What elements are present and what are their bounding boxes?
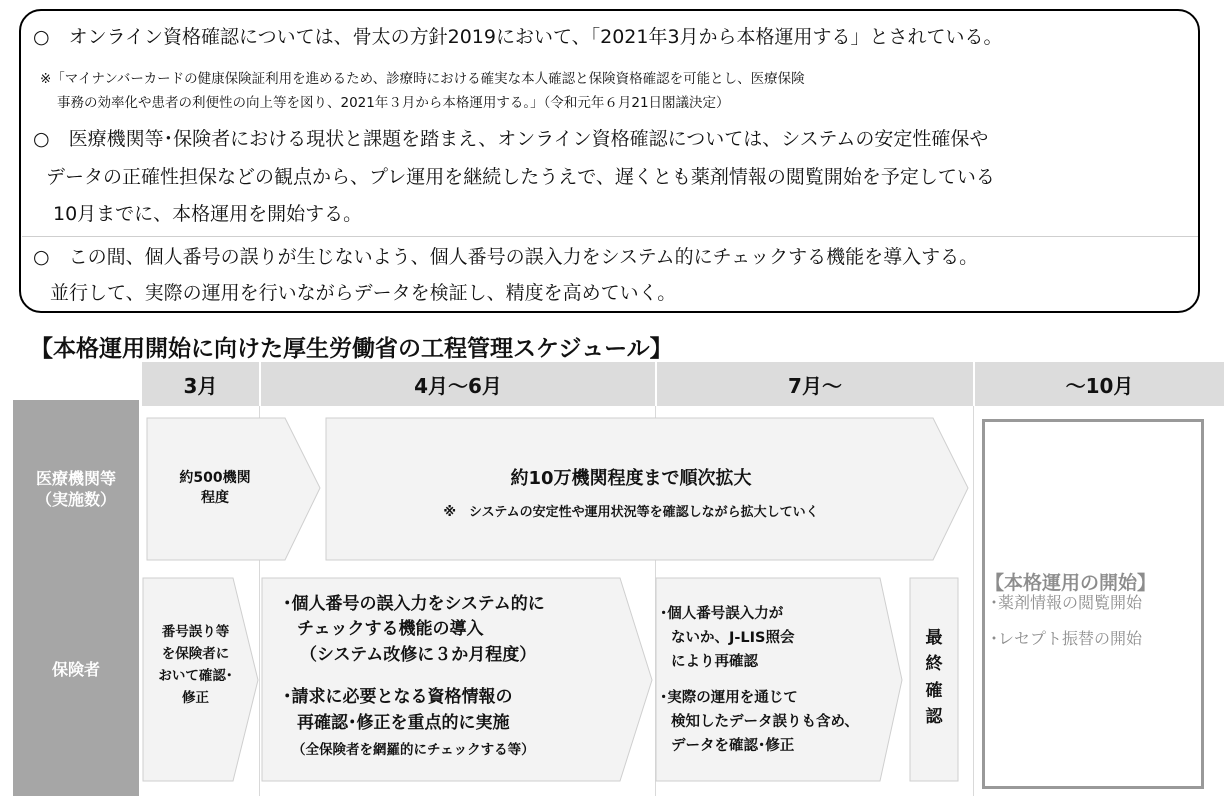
insurer-apr-bullet-2a: ･請求に必要となる資格情報の (283, 687, 513, 707)
insurer-apr-bullet-1a: ･個人番号の誤入力をシステム的に (283, 594, 545, 614)
october-item-1: ･薬剤情報の閲覧開始 (990, 593, 1143, 612)
medical-march-line: 約500機関 (179, 470, 251, 486)
row-label-medical-line: 医療機関等 (35, 469, 116, 489)
summary-point-2-line-3: 10月までに、本格運用を開始する。 (53, 203, 363, 225)
insurer-apr-bullet-1b: チェックする機能の導入 (297, 619, 484, 639)
insurer-jul-bullet-2c: データを確認･修正 (671, 738, 795, 754)
october-item-2: ･レセプト振替の開始 (990, 629, 1143, 648)
medical-march-line: 程度 (201, 490, 229, 507)
insurer-march-cell (143, 622, 248, 709)
insurer-jul-bullet-1c: により再確認 (671, 654, 758, 670)
summary-point-2-line-1: ○ 医療機関等･保険者における現状と課題を踏まえ、オンライン資格確認については、システムの安定性確保や (33, 128, 989, 150)
medical-main-note: ※ システムの安定性や運用状況等を確認しながら拡大していく (443, 505, 819, 520)
column-header-oct: ～10月 (975, 362, 1224, 406)
summary-point-3-line-2: 並行して、実際の運用を行いながらデータを検証し、精度を高めていく。 (50, 282, 677, 304)
insurer-jul-bullet-2a: ･実際の運用を通じて (660, 690, 798, 706)
final-check-char: 最 (925, 628, 943, 648)
insurer-march-line: おいて確認･ (158, 667, 233, 684)
summary-point-2-line-2: データの正確性担保などの観点から、プレ運用を継続したうえで、遅くとも薬剤情報の閲覧開始を予定している (46, 166, 995, 188)
insurer-march-line: 修正 (182, 689, 209, 706)
summary-point-1: ○ オンライン資格確認については、骨太の方針2019において、「2021年3月から本格運用する」とされている。 (33, 26, 1003, 48)
row-label-insurer: 保険者 (13, 650, 139, 690)
insurer-apr-bullet-1c: （システム改修に３か月程度） (300, 645, 537, 665)
final-check-label (918, 625, 950, 730)
summary-point-3-line-1: ○ この間、個人番号の誤りが生じないよう、個人番号の誤入力をシステム的にチェックする機能を導入する。 (33, 246, 979, 268)
summary-note-line-1: ※「マイナンバーカードの健康保険証利用を進めるため、診療時における確実な本人確認と保険資格確認を可能とし、医療保険 (40, 71, 805, 87)
medical-main-text: 約10万機関程度まで順次拡大 (510, 468, 752, 489)
schedule-title: 【本格運用開始に向けた厚生労働省の工程管理スケジュール】 (30, 336, 673, 362)
column-header-march: 3月 (142, 362, 259, 406)
insurer-jul-bullet-2b: 検知したデータ誤りも含め、 (671, 714, 859, 730)
final-check-char: 認 (925, 707, 943, 728)
insurer-apr-bullet-2b: 再確認･修正を重点的に実施 (297, 713, 510, 733)
final-check-char: 終 (925, 654, 943, 675)
final-check-char: 確 (925, 680, 943, 701)
medical-march-cell (150, 468, 280, 509)
insurer-march-line: を保険者に (161, 645, 230, 662)
column-header-jul: 7月～ (657, 362, 973, 406)
column-header-apr-jun: 4月～6月 (261, 362, 655, 406)
insurer-apr-bullet-2c: （全保険者を網羅的にチェックする等） (292, 742, 535, 758)
summary-note-line-2: 事務の効率化や患者の利便性の向上等を図り、2021年３月から本格運用する。」（令和元年６月21日閣議決定） (57, 95, 730, 111)
october-title: 【本格運用の開始】 (985, 572, 1157, 594)
insurer-jul-bullet-1b: ないか、J-LIS照会 (671, 630, 795, 646)
row-label-medical-line: （実施数） (35, 490, 116, 509)
insurer-march-line: 番号誤り等 (161, 624, 230, 640)
insurer-jul-bullet-1a: ･個人番号誤入力が (660, 606, 784, 622)
